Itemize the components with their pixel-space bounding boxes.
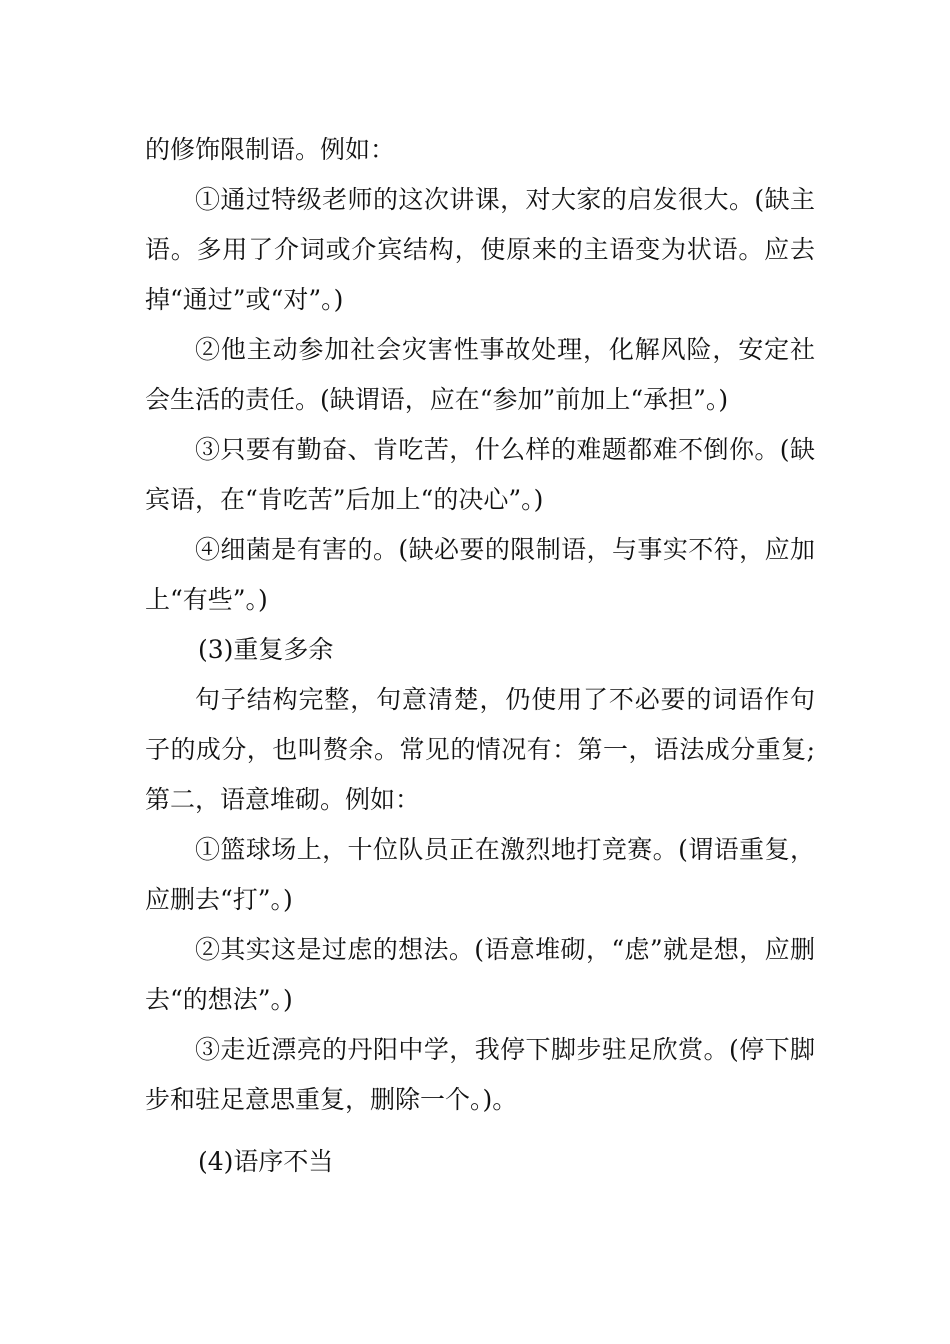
example-meaning-repeat: ③走近漂亮的丹阳中学，我停下脚步驻足欣赏。(停下脚步和驻足意思重复，删除一个。)。: [145, 1035, 815, 1114]
document-body: [145, 125, 815, 1187]
example-missing-subject: ①通过特级老师的这次讲课，对大家的启发很大。(缺主语。多用了介词或介宾结构，使原来的主语变为状语。应去掉“通过”或“对”。): [145, 185, 815, 314]
example-missing-object: ③只要有勤奋、肯吃苦，什么样的难题都难不倒你。(缺宾语，在“肯吃苦”后加上“的决心”。): [145, 435, 815, 514]
example-meaning-pileup: ②其实这是过虑的想法。(语意堆砌，“虑”就是想，应删去“的想法”。): [145, 935, 815, 1014]
example-missing-predicate: ②他主动参加社会灾害性事故处理，化解风险，安定社会生活的责任。(缺谓语，应在“参加”前加上“承担”。): [145, 335, 815, 414]
paragraph-continuation: 的修饰限制语。例如：: [145, 135, 396, 164]
section-heading-redundancy: (3)重复多余: [198, 635, 334, 664]
example-missing-modifier: ④细菌是有害的。(缺必要的限制语，与事实不符，应加上“有些”。): [145, 535, 815, 614]
paragraph-redundancy-definition: 句子结构完整，句意清楚，仍使用了不必要的词语作句子的成分，也叫赘余。常见的情况有：第一，语法成分重复;第二，语意堆砌。例如：: [145, 685, 815, 814]
section-heading-word-order: (4)语序不当: [198, 1147, 334, 1176]
example-predicate-repeat: ①篮球场上，十位队员正在激烈地打竞赛。(谓语重复，应删去“打”。): [145, 835, 815, 914]
